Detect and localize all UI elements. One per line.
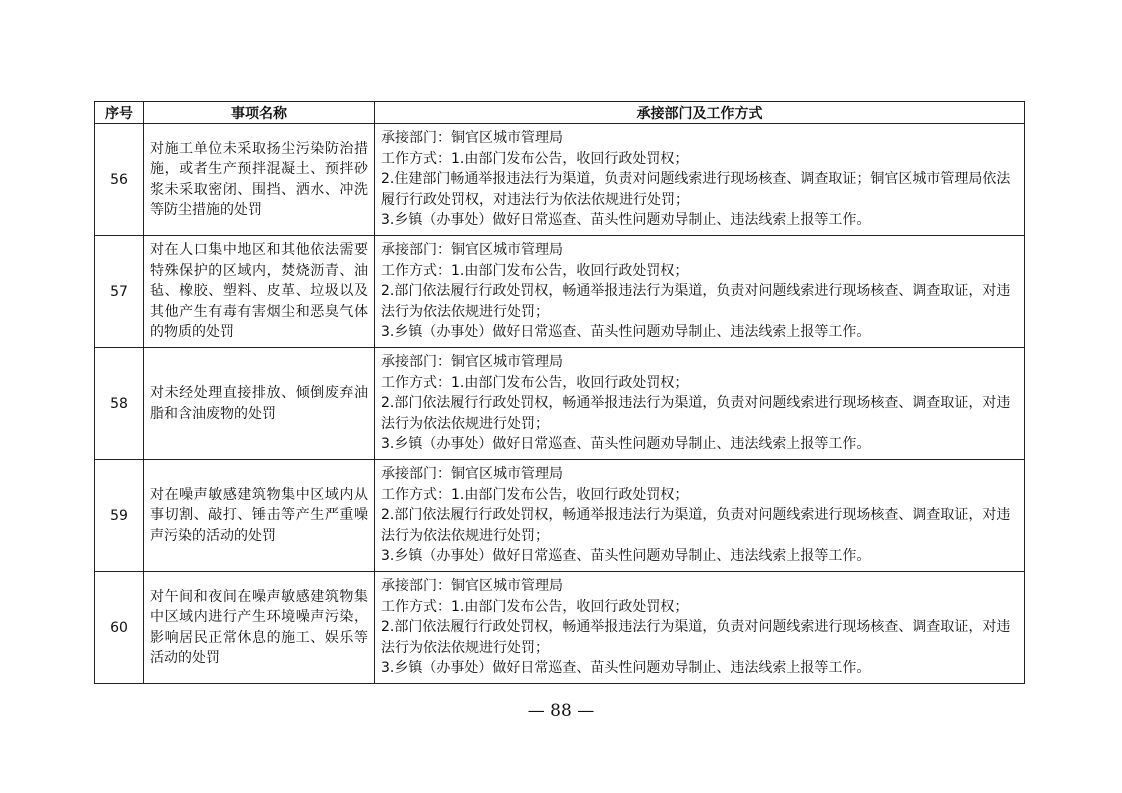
row-department-and-method bbox=[375, 572, 1025, 684]
row-step-2: 2.部门依法履行行政处罚权，畅通举报违法行为渠道，负责对问题线索进行现场核查、调查取证，对违法行为依法依规进行处罚； bbox=[381, 395, 1011, 432]
row-department: 承接部门：铜官区城市管理局 bbox=[381, 130, 563, 147]
row-item-name: 对施工单位未采取扬尘污染防治措施，或者生产预拌混凝土、预拌砂浆未采取密闭、围挡、洒水、冲洗等防尘措施的处罚 bbox=[144, 124, 375, 236]
row-item-name: 对未经处理直接排放、倾倒废弃油脂和含油废物的处罚 bbox=[144, 348, 375, 460]
row-work-method: 工作方式：1.由部门发布公告，收回行政处罚权； bbox=[381, 598, 689, 615]
row-serial-number: 57 bbox=[95, 236, 144, 348]
row-step-3: 3.乡镇（办事处）做好日常巡查、苗头性问题劝导制止、违法线索上报等工作。 bbox=[381, 436, 871, 453]
table-row bbox=[95, 124, 1025, 236]
row-work-method: 工作方式：1.由部门发布公告，收回行政处罚权； bbox=[381, 262, 689, 279]
row-step-3: 3.乡镇（办事处）做好日常巡查、苗头性问题劝导制止、违法线索上报等工作。 bbox=[381, 548, 871, 565]
row-department: 承接部门：铜官区城市管理局 bbox=[381, 578, 563, 595]
row-step-3: 3.乡镇（办事处）做好日常巡查、苗头性问题劝导制止、违法线索上报等工作。 bbox=[381, 660, 871, 677]
row-step-3: 3.乡镇（办事处）做好日常巡查、苗头性问题劝导制止、违法线索上报等工作。 bbox=[381, 324, 871, 341]
page-number: — 88 — bbox=[527, 701, 595, 721]
row-step-2: 2.部门依法履行行政处罚权，畅通举报违法行为渠道，负责对问题线索进行现场核查、调查取证，对违法行为依法依规进行处罚； bbox=[381, 507, 1011, 544]
row-department-and-method bbox=[375, 460, 1025, 572]
table-row bbox=[95, 572, 1025, 684]
row-step-2: 2.部门依法履行行政处罚权，畅通举报违法行为渠道，负责对问题线索进行现场核查、调查取证，对违法行为依法依规进行处罚； bbox=[381, 283, 1011, 320]
row-item-name: 对在人口集中地区和其他依法需要特殊保护的区域内，焚烧沥青、油毡、橡胶、塑料、皮革、垃圾以及其他产生有毒有害烟尘和恶臭气体的物质的处罚 bbox=[144, 236, 375, 348]
table-row bbox=[95, 348, 1025, 460]
row-department: 承接部门：铜官区城市管理局 bbox=[381, 354, 563, 371]
table-row bbox=[95, 460, 1025, 572]
row-department: 承接部门：铜官区城市管理局 bbox=[381, 466, 563, 483]
row-item-name: 对午间和夜间在噪声敏感建筑物集中区域内进行产生环境噪声污染，影响居民正常休息的施工、娱乐等活动的处罚 bbox=[144, 572, 375, 684]
row-serial-number: 56 bbox=[95, 124, 144, 236]
row-department-and-method bbox=[375, 236, 1025, 348]
row-work-method: 工作方式：1.由部门发布公告，收回行政处罚权； bbox=[381, 486, 689, 503]
items-table bbox=[94, 101, 1025, 684]
header-item-name: 事项名称 bbox=[144, 102, 375, 124]
row-serial-number: 58 bbox=[95, 348, 144, 460]
table-header-row bbox=[95, 102, 1025, 124]
row-serial-number: 59 bbox=[95, 460, 144, 572]
row-serial-number: 60 bbox=[95, 572, 144, 684]
row-department-and-method bbox=[375, 124, 1025, 236]
row-step-2: 2.部门依法履行行政处罚权，畅通举报违法行为渠道，负责对问题线索进行现场核查、调查取证，对违法行为依法依规进行处罚； bbox=[381, 619, 1011, 656]
row-step-3: 3.乡镇（办事处）做好日常巡查、苗头性问题劝导制止、违法线索上报等工作。 bbox=[381, 212, 871, 229]
row-work-method: 工作方式：1.由部门发布公告，收回行政处罚权； bbox=[381, 374, 689, 391]
header-serial-number: 序号 bbox=[95, 102, 144, 124]
header-department-and-method: 承接部门及工作方式 bbox=[375, 102, 1025, 124]
row-department: 承接部门：铜官区城市管理局 bbox=[381, 242, 563, 259]
row-work-method: 工作方式：1.由部门发布公告，收回行政处罚权； bbox=[381, 150, 689, 167]
row-item-name: 对在噪声敏感建筑物集中区域内从事切割、敲打、锤击等产生严重噪声污染的活动的处罚 bbox=[144, 460, 375, 572]
table-row bbox=[95, 236, 1025, 348]
row-department-and-method bbox=[375, 348, 1025, 460]
row-step-2: 2.住建部门畅通举报违法行为渠道，负责对问题线索进行现场核查、调查取证；铜官区城市管理局依法履行行政处罚权，对违法行为依法依规进行处罚； bbox=[381, 171, 1011, 208]
